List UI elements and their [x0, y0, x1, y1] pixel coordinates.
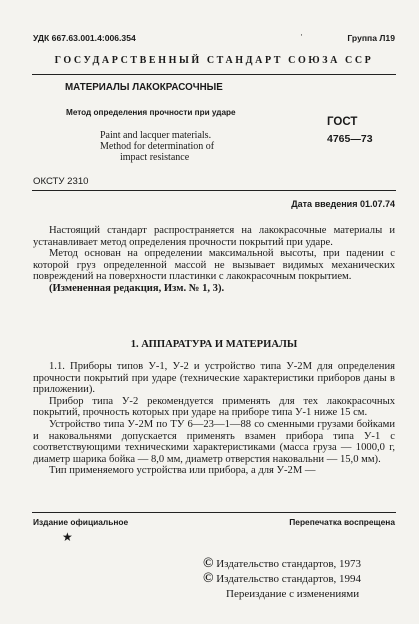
section-heading: 1. АППАРАТУРА И МАТЕРИАЛЫ	[130, 339, 298, 350]
intro-paragraph-1: Настоящий стандарт распространяется на лакокрасочные материалы и устанавливает метод определения прочности покрытий при ударе.	[33, 225, 395, 248]
copyright-text-1: Издательство стандартов, 1973	[216, 558, 362, 570]
copyright-icon: ©	[203, 571, 214, 586]
title-en-line2: Method for determination of	[100, 141, 215, 152]
okstu-code: ОКСТУ 2310	[33, 176, 89, 187]
state-standard-heading: ГОСУДАРСТВЕННЫЙ СТАНДАРТ СОЮЗА ССР	[54, 55, 374, 66]
top-rule	[32, 74, 396, 75]
copyright-line-2	[203, 571, 361, 587]
title-rule	[32, 190, 396, 191]
reprint-prohibited: Перепечатка воспрещена	[289, 517, 395, 527]
title-en-line3: impact resistance	[120, 152, 190, 163]
star-icon: ★	[62, 530, 73, 544]
intro-body	[33, 225, 395, 295]
intro-paragraph-2: Метод основан на определении максимальной высоты, при падении с которой груз определенной массой не вызывает видимых механических повреждений на поверхности пластинки с лакокрасочным покрытием.	[33, 248, 395, 283]
amendment-note: (Измененная редакция, Изм. № 1, 3).	[49, 282, 225, 294]
title-en-line1: Paint and lacquer materials.	[100, 130, 212, 141]
gost-number: 4765—73	[327, 133, 373, 145]
section-paragraph-2: Прибор типа У-2 рекомендуется применять для тех лакокрасочных покрытий, прочность которых при ударе на приборе типа У-1 ниже 15 см.	[33, 395, 395, 419]
title-ru-sub: Метод определения прочности при ударе	[66, 108, 236, 117]
section-body	[33, 361, 395, 477]
effective-date: Дата введения 01.07.74	[291, 199, 395, 209]
footer-rule	[32, 512, 396, 513]
gost-label: ГОСТ	[327, 116, 358, 128]
copyright-line-1	[203, 556, 361, 572]
reissue-note: Переиздание с изменениями	[226, 588, 360, 600]
section-paragraph-4: Тип применяемого устройства или прибора, а для У-2М —	[49, 465, 316, 477]
dot-mark: ·	[300, 30, 303, 40]
copyright-icon: ©	[203, 556, 214, 571]
section-paragraph-3: Устройство типа У-2М по ТУ 6—23—1—88 со сменными грузами бойками и наковальнями допускается применять взамен прибора типа У-1 с соответствующими техническими характеристиками (масса груза — 1000,0 г, диаметр шарика бойка — 8,0 мм, диаметр отверстия наковальни — 15,0 мм).	[33, 418, 395, 465]
section-paragraph-1: 1.1. Приборы типов У-1, У-2 и устройство типа У-2М для определения прочности покрытий при ударе (технические характеристики приборов даны в приложении).	[33, 361, 395, 396]
title-ru-main: МАТЕРИАЛЫ ЛАКОКРАСОЧНЫЕ	[65, 82, 223, 93]
udk-code: УДК 667.63.001.4:006.354	[33, 33, 136, 43]
copyright-text-2: Издательство стандартов, 1994	[216, 573, 362, 585]
official-edition: Издание официальное	[33, 517, 129, 527]
group-code: Группа Л19	[347, 33, 395, 43]
